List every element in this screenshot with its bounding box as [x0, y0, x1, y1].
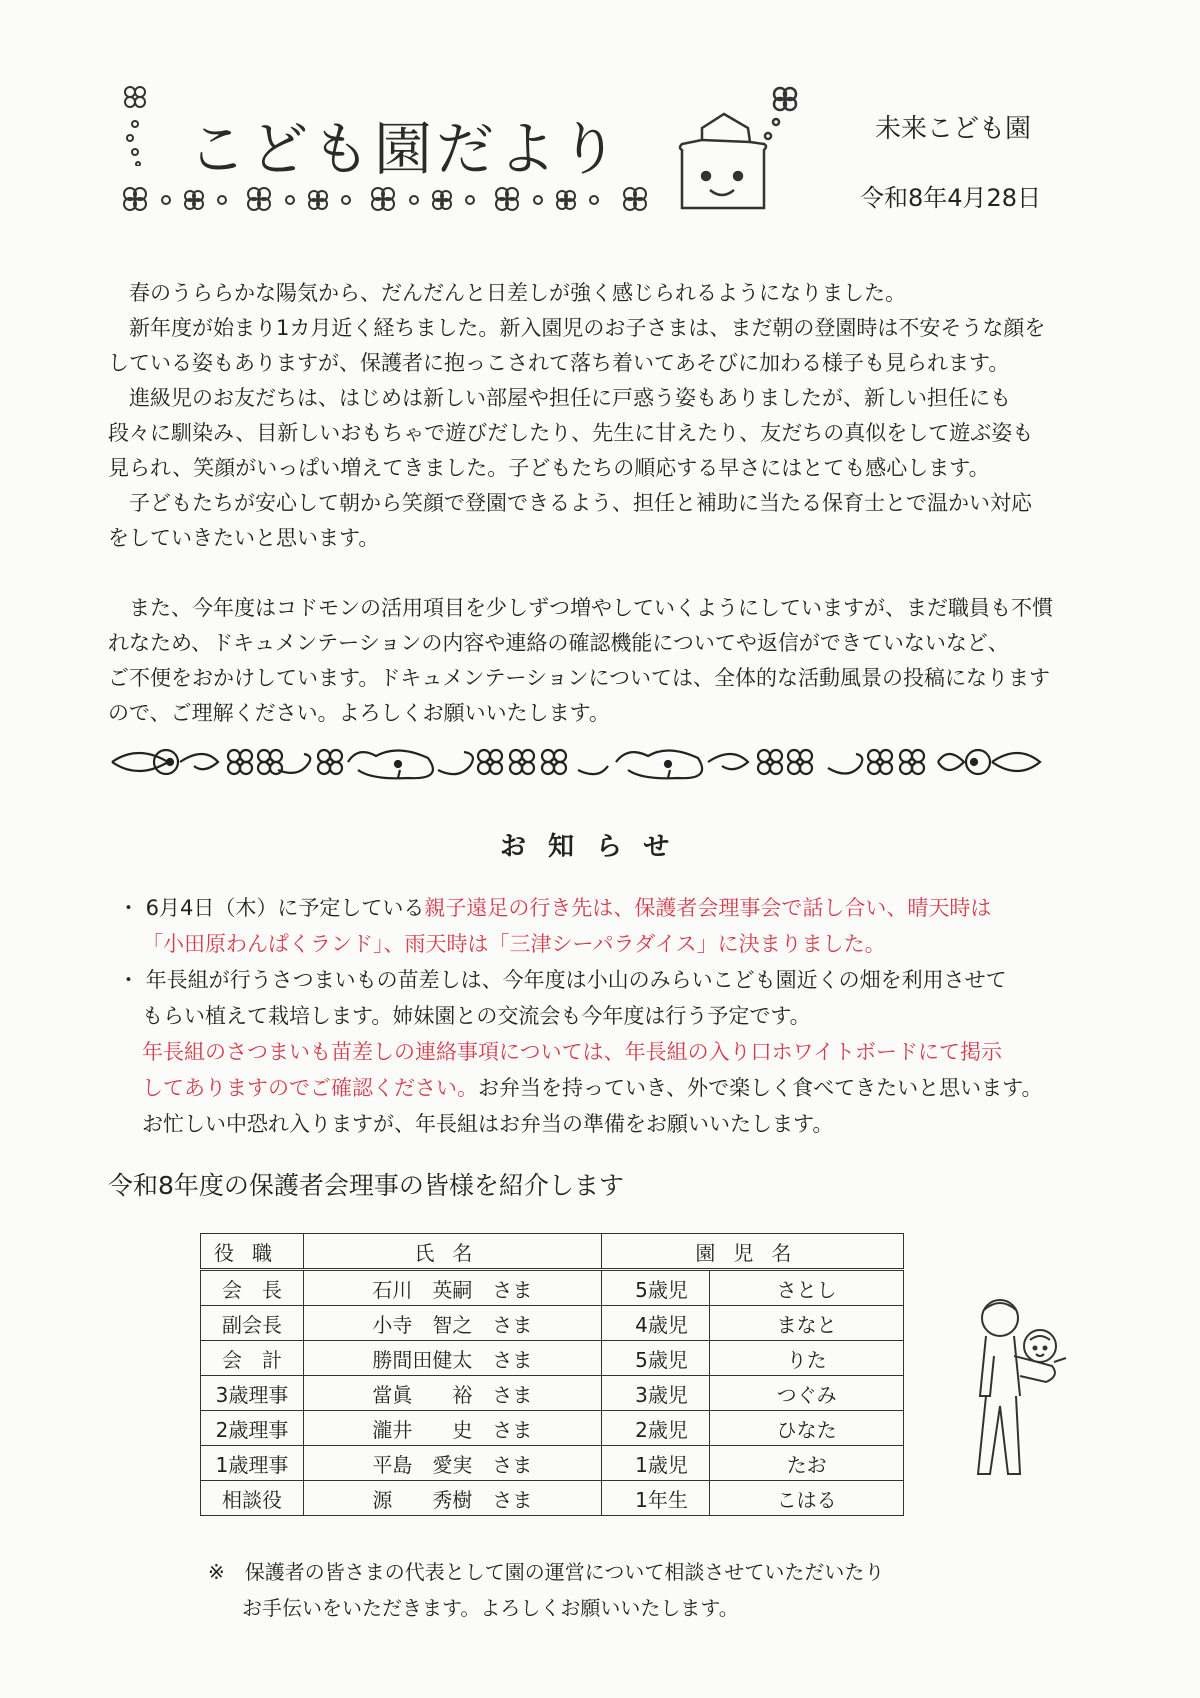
- cell-age: 5歳児: [601, 1270, 710, 1306]
- cell-role: 3歳理事: [201, 1376, 304, 1411]
- parent-carrying-child-illustration: [950, 1296, 1080, 1486]
- cell-age: 4歳児: [601, 1306, 710, 1341]
- cell-child: まなと: [710, 1306, 904, 1341]
- intro-line: 進級児のお友だちは、はじめは新しい部屋や担任に戸惑う姿もありましたが、新しい担任にも: [129, 386, 1011, 410]
- cell-role: 1歳理事: [201, 1446, 304, 1481]
- cell-role: 会 計: [201, 1341, 304, 1376]
- footnote-line: ※ 保護者の皆さまの代表として園の運営について相談させていただいたり: [208, 1560, 885, 1584]
- intro-line: 子どもたちが安心して朝から笑顔で登園できるよう、担任と補助に当たる保育士とで温かい対応: [129, 491, 1032, 515]
- table-row: [201, 1481, 904, 1516]
- footnote-line: お手伝いをいただきます。よろしくお願いいたします。: [242, 1596, 739, 1620]
- cell-age: 1年生: [601, 1481, 710, 1516]
- officers-title: 令和8年度の保護者会理事の皆様を紹介します: [108, 1171, 624, 1200]
- cell-name: 當眞 裕 さま: [304, 1376, 602, 1411]
- cell-name: 瀧井 史 さま: [304, 1411, 602, 1446]
- notices-list: [118, 890, 1138, 1142]
- cell-age: 1歳児: [601, 1446, 710, 1481]
- intro-line: ご不便をおかけしています。ドキュメンテーションについては、全体的な活動風景の投稿になります: [108, 666, 1051, 690]
- cell-role: 副会長: [201, 1306, 304, 1341]
- notices-heading: お知らせ: [500, 832, 692, 862]
- notice-item: ・ 6月4日（木）に予定している親子遠足の行き先は、保護者会理事会で話し合い、晴天時は: [118, 896, 992, 920]
- intro-line: をしていきたいと思います。: [108, 526, 380, 550]
- notice-highlight: してありますのでご確認ください。: [142, 1076, 478, 1100]
- notice-highlight: 親子遠足の行き先は、保護者会理事会で話し合い、晴天時は: [424, 896, 992, 920]
- table-row: [201, 1306, 904, 1341]
- table-row: [201, 1376, 904, 1411]
- intro-section: [108, 276, 1118, 731]
- cell-name: 小寺 智之 さま: [304, 1306, 602, 1341]
- cell-name: 石川 英嗣 さま: [304, 1270, 602, 1306]
- table-header-row: [201, 1234, 904, 1270]
- table-row: [201, 1446, 904, 1481]
- footnote: [208, 1554, 884, 1626]
- flower-icon: [116, 82, 156, 166]
- notice-line: お忙しい中恐れ入りますが、年長組はお弁当の準備をお願いいたします。: [142, 1112, 834, 1136]
- intro-line: 新年度が始まり1カ月近く経ちました。新入園児のお子さまは、まだ朝の登園時は不安そうな顔を: [129, 316, 1046, 340]
- col-header-child: 園児名: [601, 1234, 903, 1270]
- officers-table: [200, 1233, 904, 1516]
- school-name: 未来こども園: [875, 114, 1032, 144]
- notice-line: もらい植えて栽培します。姉妹園との交流会も今年度は行う予定です。: [142, 1004, 811, 1028]
- cell-child: つぐみ: [710, 1376, 904, 1411]
- intro-line: している姿もありますが、保護者に抱っこされて落ち着いてあそびに加わる様子も見られます。: [108, 351, 1010, 375]
- cell-age: 5歳児: [601, 1341, 710, 1376]
- intro-line: れなため、ドキュメンテーションの内容や連絡の確認機能についてや返信ができていないなど、: [108, 631, 1009, 655]
- intro-line: ので、ご理解ください。よろしくお願いいたします。: [108, 701, 610, 725]
- cell-age: 3歳児: [601, 1376, 710, 1411]
- table-row: [201, 1341, 904, 1376]
- cell-name: 勝間田健太 さま: [304, 1341, 602, 1376]
- cell-child: ひなた: [710, 1411, 904, 1446]
- table-row: [201, 1411, 904, 1446]
- cell-child: たお: [710, 1446, 904, 1481]
- cell-age: 2歳児: [601, 1411, 710, 1446]
- cell-role: 2歳理事: [201, 1411, 304, 1446]
- flower-dot-border: [118, 178, 678, 218]
- cell-child: こはる: [710, 1481, 904, 1516]
- col-header-role: 役職: [201, 1234, 304, 1270]
- intro-line: 段々に馴染み、目新しいおもちゃで遊びだしたり、先生に甘えたり、友だちの真似をして遊ぶ姿も: [108, 421, 1034, 445]
- intro-line: また、今年度はコドモンの活用項目を少しずつ増やしていくようにしていますが、まだ職員も不慣: [129, 596, 1053, 620]
- flower-vine-divider: [108, 740, 1044, 784]
- issue-date: 令和8年4月28日: [860, 184, 1042, 212]
- cell-role: 会 長: [201, 1270, 304, 1306]
- notice-highlight: 年長組のさつまいも苗差しの連絡事項については、年長組の入り口ホワイトボードにて掲示: [142, 1040, 1002, 1064]
- notice-line: してありますのでご確認ください。お弁当を持っていき、外で楽しく食べてきたいと思います。: [142, 1076, 1043, 1100]
- col-header-name: 氏名: [304, 1234, 602, 1270]
- newsletter-title: こども園だより: [188, 115, 623, 183]
- intro-line: 春のうららかな陽気から、だんだんと日差しが強く感じられるようになりました。: [129, 281, 906, 305]
- table-row: [201, 1270, 904, 1306]
- cell-name: 源 秀樹 さま: [304, 1481, 602, 1516]
- cell-role: 相談役: [201, 1481, 304, 1516]
- cell-child: さとし: [710, 1270, 904, 1306]
- smiling-house-icon: [672, 84, 812, 214]
- cell-name: 平島 愛実 さま: [304, 1446, 602, 1481]
- notice-highlight: 「小田原わんぱくランド」、雨天時は「三津シーパラダイス」に決まりました。: [142, 932, 886, 956]
- intro-line: 見られ、笑顔がいっぱい増えてきました。子どもたちの順応する早さにはとても感心します。: [108, 456, 990, 480]
- cell-child: りた: [710, 1341, 904, 1376]
- notice-item: ・ 年長組が行うさつまいもの苗差しは、今年度は小山のみらいこども園近くの畑を利用させて: [118, 968, 1007, 992]
